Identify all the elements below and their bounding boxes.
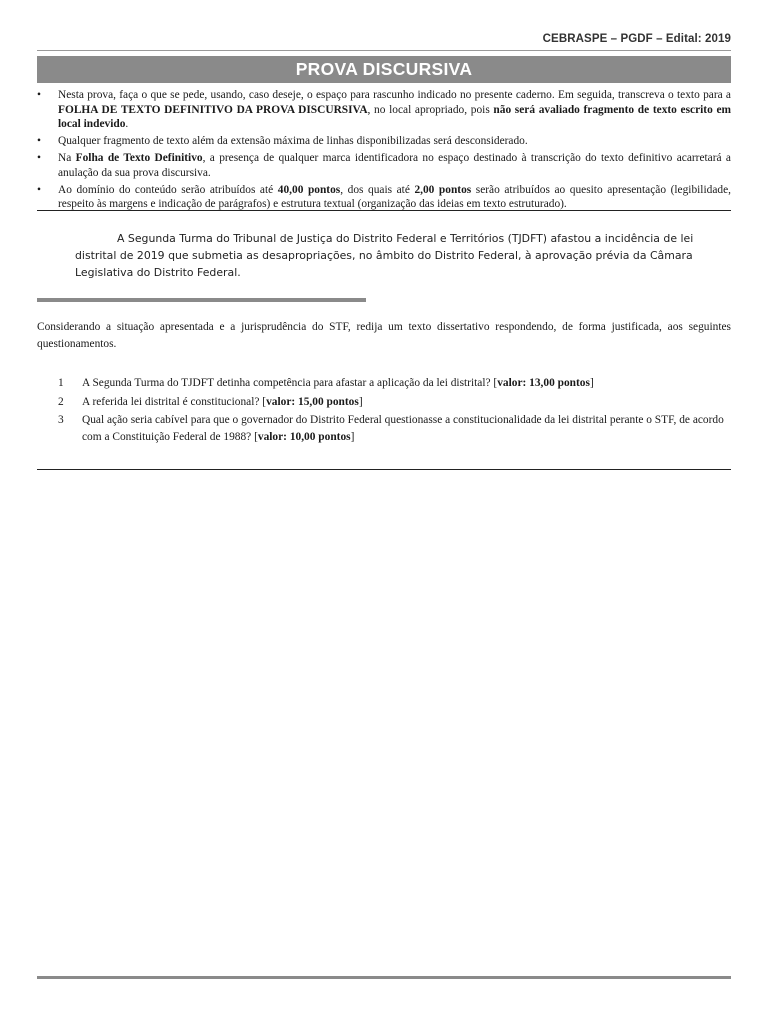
section-divider [37, 210, 731, 211]
question-value: valor: 15,00 pontos [266, 395, 359, 408]
instruction-text: , no local apropriado, pois [367, 103, 494, 116]
essay-prompt: Considerando a situação apresentada e a jurisprudência do STF, redija um texto dissertativo respondendo, de forma justificada, aos seguintes questionamentos. [37, 321, 731, 350]
question-text: A referida lei distrital é constitucional? [ [82, 395, 267, 408]
question-value: valor: 10,00 pontos [257, 430, 351, 443]
question-text: A Segunda Turma do TJDFT detinha competência para afastar a aplicação da lei distrital? [ [82, 377, 498, 389]
bullet: • [37, 135, 41, 148]
case-excerpt-text: A Segunda Turma do Tribunal de Justiça do Distrito Federal e Territórios (TJDFT) afastou a incidência de lei distrital de 2019 que submetia as desapropriações, no âmbito do Distrito Federal, à aprovação prévia da Câmara Legislativa do Distrito Federal. [75, 232, 694, 279]
instructions-list [37, 88, 731, 214]
questions-divider [37, 469, 731, 470]
question-bracket: ] [589, 377, 594, 389]
footer-divider [37, 976, 731, 979]
question-item [37, 394, 731, 411]
instruction-emphasis: FOLHA DE TEXTO DEFINITIVO DA PROVA DISCURSIVA [58, 103, 368, 116]
question-number: 1 [58, 377, 64, 389]
instruction-emphasis: Folha de Texto Definitivo [75, 152, 203, 165]
instruction-item [37, 183, 731, 212]
question-item [37, 412, 731, 445]
instruction-text: Qualquer fragmento de texto além da extensão máxima de linhas disponibilizadas será desconsiderado. [58, 135, 528, 148]
question-number: 3 [58, 414, 64, 426]
bullet: • [37, 183, 41, 196]
question-item [37, 375, 731, 392]
question-text: Qual ação seria cabível para que o governador do Distrito Federal questionasse a constitucionalidade da lei distrital perante o STF, de acordo com a Constituição Federal de 1988? [ [82, 414, 724, 443]
question-number: 2 [58, 395, 64, 408]
instruction-emphasis: 2,00 pontos [414, 183, 472, 196]
case-excerpt [75, 230, 705, 281]
header-divider [37, 50, 731, 51]
bullet: • [37, 89, 41, 101]
question-value: valor: 13,00 pontos [497, 377, 590, 389]
instruction-text: , a presença de qualquer marca identificadora no espaço destinado à transcrição do texto definitivo acarretará a anulação da sua prova discursiva. [58, 152, 731, 179]
question-bracket: ] [350, 430, 355, 443]
instruction-text: serão atribuídos ao quesito apresentação (legibilidade, respeito às margens e indicação de parágrafos) e estrutura textual (organização das ideias em texto estruturado). [58, 183, 731, 211]
instruction-emphasis: não será avaliado fragmento de texto escrito em local indevido [58, 103, 731, 131]
instruction-emphasis: 40,00 pontos [277, 183, 341, 196]
instruction-text: Na [58, 152, 76, 165]
instruction-item [37, 88, 731, 132]
instruction-text: Ao domínio do conteúdo serão atribuídos até [58, 183, 278, 196]
bullet: • [37, 152, 41, 165]
instruction-text: . [125, 118, 129, 131]
instruction-text: , dos quais até [340, 183, 415, 196]
instruction-item [37, 151, 731, 180]
page-title: PROVA DISCURSIVA [37, 56, 731, 83]
instruction-text: Nesta prova, faça o que se pede, usando, caso deseje, o espaço para rascunho indicado no presente caderno. Em seguida, transcreva o texto para a [58, 89, 731, 101]
excerpt-divider [37, 298, 366, 302]
question-bracket: ] [358, 395, 363, 408]
instruction-item [37, 134, 731, 149]
exam-header-code: CEBRASPE – PGDF – Edital: 2019 [542, 33, 731, 45]
questions-list [37, 375, 731, 447]
